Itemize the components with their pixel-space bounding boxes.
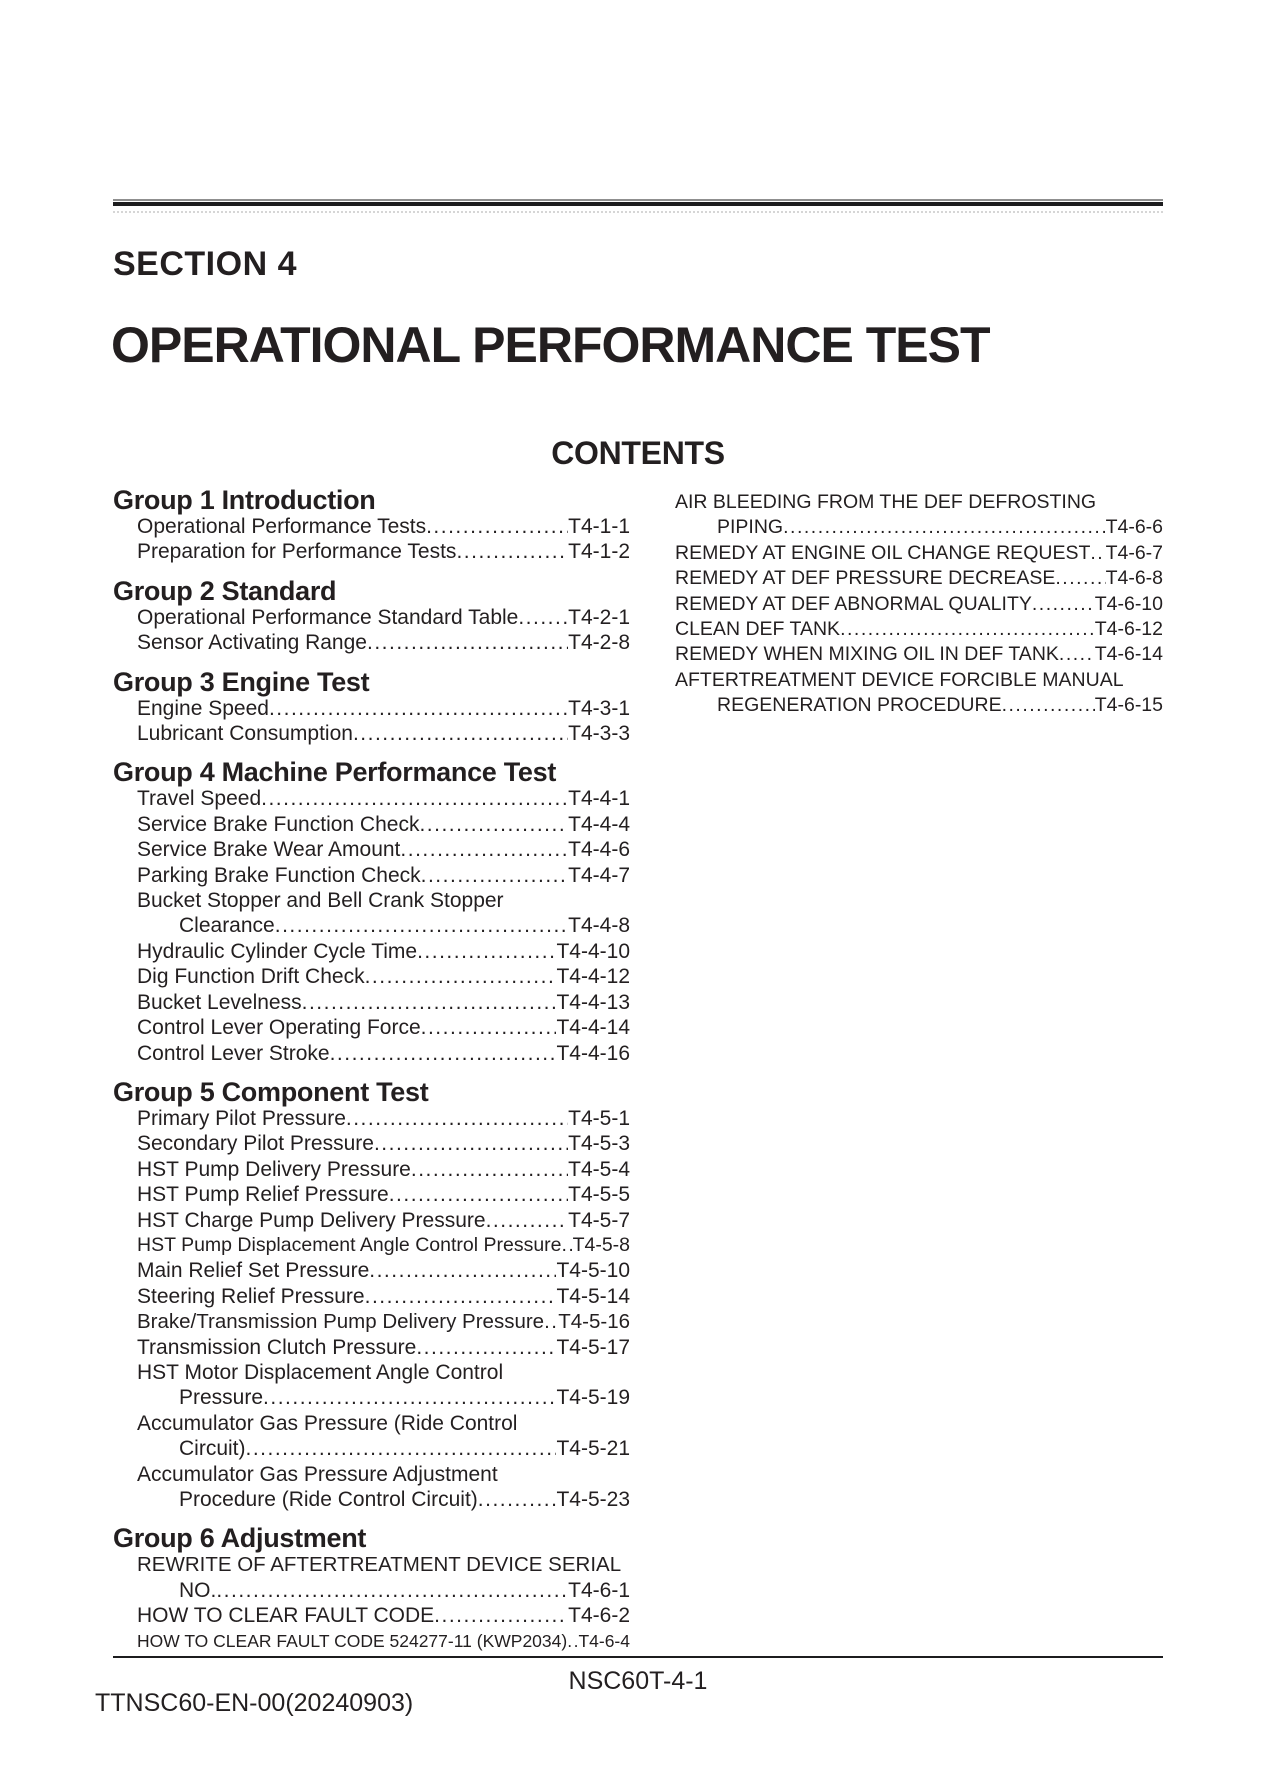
toc-entry-label: Travel Speed xyxy=(137,787,262,811)
toc-entry-label: Bucket Stopper and Bell Crank Stopper xyxy=(137,889,504,913)
dot-leader xyxy=(518,605,568,630)
toc-entry-line xyxy=(113,837,630,862)
toc-entry-line xyxy=(675,693,1163,718)
toc-entry-label: AFTERTREATMENT DEVICE FORCIBLE MANUAL xyxy=(675,668,1124,691)
toc-entry-line xyxy=(113,964,630,989)
toc-entry xyxy=(113,1258,630,1283)
contents-heading: CONTENTS xyxy=(551,435,725,471)
toc-group-entries xyxy=(113,1106,630,1513)
toc-entry-page: T4-3-1 xyxy=(568,696,630,720)
toc-group xyxy=(113,1524,630,1654)
toc-entry-label: Operational Performance Tests xyxy=(137,515,427,538)
toc-entry-label: HOW TO CLEAR FAULT CODE xyxy=(137,1604,435,1628)
toc-entry-page: T4-4-14 xyxy=(556,1016,630,1040)
toc-entry-line xyxy=(113,888,630,913)
toc-entry-label: REMEDY AT ENGINE OIL CHANGE REQUEST xyxy=(675,541,1091,564)
toc-entry-line xyxy=(113,1015,630,1040)
toc-entry-label: Secondary Pilot Pressure xyxy=(137,1132,374,1156)
toc-entry-line xyxy=(113,786,630,811)
toc-entry-label: Bucket Levelness xyxy=(137,990,302,1014)
dot-leader xyxy=(367,630,568,655)
toc-entry-page: T4-5-21 xyxy=(556,1437,630,1461)
toc-entry xyxy=(675,592,1163,617)
dot-leader xyxy=(275,913,568,938)
toc-group-entries xyxy=(113,696,630,747)
toc-entry xyxy=(113,1309,630,1334)
toc-entry-line xyxy=(113,812,630,837)
toc-entry-page: T4-6-6 xyxy=(1105,516,1163,539)
toc-entry-label: HST Pump Delivery Pressure xyxy=(137,1157,411,1181)
toc-entry-page: T4-6-2 xyxy=(568,1604,630,1628)
toc-entry-line xyxy=(113,1462,630,1487)
dot-leader xyxy=(421,1015,557,1040)
toc-entry-label: NO. xyxy=(179,1578,217,1602)
toc-group-entries xyxy=(113,786,630,1065)
toc-entry-page: T4-6-14 xyxy=(1094,643,1163,666)
toc-entry-page: T4-4-12 xyxy=(556,965,630,989)
dot-leader xyxy=(374,1131,568,1156)
toc-entry-label: Main Relief Set Pressure xyxy=(137,1259,370,1283)
toc-entry-label: HST Pump Displacement Angle Control Pressure xyxy=(137,1233,562,1256)
toc-group-entries xyxy=(113,605,630,656)
toc-entry-page: T4-5-17 xyxy=(556,1335,630,1359)
dot-leader xyxy=(365,964,557,989)
toc-entry-line xyxy=(113,1182,630,1207)
toc-entry xyxy=(113,1182,630,1207)
toc-entry-label: Hydraulic Cylinder Cycle Time xyxy=(137,939,418,963)
toc-entry-page: T4-5-7 xyxy=(568,1208,630,1232)
toc-entry xyxy=(113,1603,630,1628)
toc-entry-line xyxy=(113,630,630,655)
toc-entry-page: T4-2-1 xyxy=(568,605,630,629)
toc-entry-line xyxy=(113,605,630,630)
toc-entry xyxy=(113,1462,630,1513)
toc-entry-label: Pressure xyxy=(179,1386,264,1410)
toc-entry xyxy=(113,1552,630,1603)
toc-entry-page: T4-6-10 xyxy=(1094,592,1163,615)
toc-entry-line xyxy=(113,721,630,746)
toc-entry-line xyxy=(675,541,1163,566)
toc-entry-label: Steering Relief Pressure xyxy=(137,1284,365,1308)
dot-leader xyxy=(478,1487,557,1512)
toc-group xyxy=(113,486,630,565)
toc-entry-page: T4-4-6 xyxy=(568,838,630,862)
toc-left-column xyxy=(113,486,630,1654)
toc-entry-label: AIR BLEEDING FROM THE DEF DEFROSTING xyxy=(675,491,1097,513)
dot-leader xyxy=(421,863,569,888)
toc-entry-line xyxy=(113,1411,630,1436)
toc-entry-page: T4-5-8 xyxy=(572,1233,630,1256)
toc-entry xyxy=(113,1629,630,1654)
dot-leader xyxy=(783,515,1105,540)
toc-entry-page: T4-6-7 xyxy=(1105,541,1163,564)
toc-entry-line xyxy=(113,1157,630,1182)
toc-entry-line xyxy=(113,696,630,721)
dot-leader xyxy=(411,1157,568,1182)
dot-leader xyxy=(434,1603,568,1628)
toc-group-heading: Group 2 Standard xyxy=(113,575,337,606)
toc-entry-label: REWRITE OF AFTERTREATMENT DEVICE SERIAL xyxy=(137,1553,622,1577)
toc-entry-label: Transmission Clutch Pressure xyxy=(137,1335,417,1359)
toc-entry-page: T4-5-4 xyxy=(568,1157,630,1181)
toc-entry-line xyxy=(113,1552,630,1577)
toc-entry-line xyxy=(113,1603,630,1628)
dot-leader xyxy=(426,514,568,539)
toc-group-heading: Group 5 Component Test xyxy=(113,1076,429,1107)
toc-entry-label: Accumulator Gas Pressure Adjustment xyxy=(137,1462,498,1486)
toc-entry-label: REMEDY AT DEF PRESSURE DECREASE xyxy=(675,567,1056,590)
toc-entry-label: Parking Brake Function Check xyxy=(137,863,421,887)
toc-entry xyxy=(113,1284,630,1309)
toc-entry-page: T4-5-5 xyxy=(568,1183,630,1207)
toc-entry-line xyxy=(113,1208,630,1233)
dot-leader xyxy=(486,1208,569,1233)
toc-entry-line xyxy=(113,1233,630,1258)
toc-entry xyxy=(113,1157,630,1182)
toc-entry xyxy=(113,964,630,989)
toc-entry-line xyxy=(113,1335,630,1360)
toc-entry-line xyxy=(113,913,630,938)
toc-entry-page: T4-3-3 xyxy=(568,722,630,746)
toc-entry-label: HST Pump Relief Pressure xyxy=(137,1183,389,1207)
page-title: OPERATIONAL PERFORMANCE TEST xyxy=(111,317,990,373)
dot-leader xyxy=(1090,541,1105,566)
toc-group-entries xyxy=(113,514,630,565)
toc-entry-page: T4-6-1 xyxy=(568,1578,630,1602)
toc-entry xyxy=(113,1106,630,1131)
toc-entry xyxy=(113,1131,630,1156)
dot-leader xyxy=(544,1309,558,1334)
dot-leader xyxy=(216,1578,568,1603)
toc-entry xyxy=(675,668,1163,719)
dot-leader xyxy=(353,721,568,746)
toc-entry xyxy=(113,630,630,655)
toc-entry-page: T4-6-12 xyxy=(1094,618,1163,641)
toc-entry-page: T4-5-10 xyxy=(556,1259,630,1283)
dot-leader xyxy=(389,1182,568,1207)
toc-entry-label: Primary Pilot Pressure xyxy=(137,1106,346,1130)
dot-leader xyxy=(369,1258,556,1283)
toc-entry-page: T4-4-1 xyxy=(568,787,630,811)
toc-entry-label: Operational Performance Standard Table xyxy=(137,605,519,629)
toc-entry-label: REMEDY AT DEF ABNORMAL QUALITY xyxy=(675,592,1032,615)
toc-entry-label: Sensor Activating Range xyxy=(137,631,367,655)
toc-entry-line xyxy=(113,990,630,1015)
toc-entry-line xyxy=(675,566,1163,591)
dot-leader xyxy=(567,1629,578,1654)
toc-group-heading: Group 6 Adjustment xyxy=(113,1523,367,1554)
toc-entry-line xyxy=(113,863,630,888)
dot-leader xyxy=(1002,693,1095,718)
dot-leader xyxy=(1055,566,1105,591)
toc-entry xyxy=(113,1411,630,1462)
toc-entry-page: T4-6-15 xyxy=(1094,694,1163,717)
toc-entry-line xyxy=(113,1041,630,1066)
document-code: TTNSC60-EN-00(20240903) xyxy=(95,1689,414,1717)
toc-entry xyxy=(113,1233,630,1258)
dot-leader xyxy=(456,539,568,564)
page-number: NSC60T-4-1 xyxy=(568,1667,708,1695)
toc-entry xyxy=(675,642,1163,667)
toc-entry-line xyxy=(675,668,1163,693)
toc-entry-line xyxy=(675,592,1163,617)
toc-entry-label: HST Motor Displacement Angle Control xyxy=(137,1360,504,1384)
toc-entry-line xyxy=(113,939,630,964)
toc-entry-page: T4-4-16 xyxy=(556,1041,630,1065)
dot-leader xyxy=(261,786,568,811)
toc-entry-line xyxy=(113,1106,630,1131)
top-divider-thick-line xyxy=(113,202,1163,206)
toc-entry-line xyxy=(675,515,1163,540)
dot-leader xyxy=(330,1041,557,1066)
toc-entry xyxy=(113,888,630,939)
toc-entry-line xyxy=(113,539,630,564)
toc-entry xyxy=(113,837,630,862)
toc-entry xyxy=(113,1015,630,1040)
footer-divider xyxy=(113,1656,1163,1658)
toc-entry xyxy=(675,541,1163,566)
toc-entry-page: T4-4-4 xyxy=(568,812,630,836)
toc-entry xyxy=(113,1360,630,1411)
toc-entry xyxy=(113,514,630,539)
toc-entry xyxy=(113,1335,630,1360)
toc-entry-line xyxy=(675,642,1163,667)
toc-entry-page: T4-4-8 xyxy=(568,914,630,938)
dot-leader xyxy=(400,837,568,862)
toc-entry-label: Lubricant Consumption xyxy=(137,722,353,746)
toc-entry-line xyxy=(113,1578,630,1603)
toc-entry-line xyxy=(113,1487,630,1512)
toc-entry xyxy=(675,490,1163,541)
toc-entry-label: Brake/Transmission Pump Delivery Pressure xyxy=(137,1310,545,1334)
dot-leader xyxy=(365,1284,557,1309)
toc-entry-page: T4-5-3 xyxy=(568,1132,630,1156)
toc-group xyxy=(113,668,630,747)
section-label: SECTION 4 xyxy=(113,245,297,283)
toc-entry-label: Dig Function Drift Check xyxy=(137,965,365,989)
toc-entry-page: T4-5-19 xyxy=(556,1386,630,1410)
dot-leader xyxy=(346,1106,568,1131)
toc-entry-label: Service Brake Function Check xyxy=(137,812,420,836)
toc-entry-page: T4-5-23 xyxy=(556,1488,630,1511)
toc-entry-line xyxy=(113,1629,630,1654)
toc-entry-line xyxy=(113,1360,630,1385)
top-divider-thin-line xyxy=(113,199,1163,201)
toc-entry-page: T4-4-10 xyxy=(556,939,630,963)
toc-entry-label: Preparation for Performance Tests xyxy=(137,540,457,564)
top-divider xyxy=(113,199,1163,213)
toc-entry xyxy=(113,812,630,837)
toc-group-heading: Group 3 Engine Test xyxy=(113,666,370,697)
toc-entry xyxy=(113,990,630,1015)
toc-group xyxy=(113,1078,630,1513)
toc-entry-line xyxy=(113,1131,630,1156)
toc-entry-label: PIPING xyxy=(717,516,784,539)
toc-entry xyxy=(675,617,1163,642)
toc-entry xyxy=(675,566,1163,591)
toc-entry-line xyxy=(113,1284,630,1309)
toc-entry-line xyxy=(113,1436,630,1461)
dot-leader xyxy=(269,696,568,721)
toc-entry-line xyxy=(113,1385,630,1410)
toc-entry-page: T4-4-13 xyxy=(556,990,630,1014)
toc-right-column xyxy=(675,486,1163,719)
toc-group-entries xyxy=(113,1552,630,1654)
toc-entry-page: T4-4-7 xyxy=(568,863,630,887)
toc-entry-line xyxy=(113,1258,630,1283)
toc-entry-label: HOW TO CLEAR FAULT CODE 524277-11 (KWP2034) xyxy=(137,1630,568,1651)
dot-leader xyxy=(1059,642,1095,667)
toc-entry-page: T4-1-2 xyxy=(568,540,630,564)
toc-entry xyxy=(113,863,630,888)
toc-entry-line xyxy=(675,490,1163,515)
toc-entry-page: T4-1-1 xyxy=(568,515,630,538)
toc-entry xyxy=(113,786,630,811)
toc-entry xyxy=(113,1208,630,1233)
toc-entry-label: CLEAN DEF TANK xyxy=(675,618,841,641)
dot-leader xyxy=(562,1233,573,1258)
toc-entry-label: REMEDY WHEN MIXING OIL IN DEF TANK xyxy=(675,643,1059,666)
dot-leader xyxy=(263,1385,556,1410)
toc-entry-label: Engine Speed xyxy=(137,696,269,720)
toc-group-heading: Group 1 Introduction xyxy=(113,485,376,515)
dot-leader xyxy=(840,617,1095,642)
dot-leader xyxy=(419,812,568,837)
toc-entry xyxy=(113,696,630,721)
dot-leader xyxy=(417,939,556,964)
toc-entry-page: T4-2-8 xyxy=(568,631,630,655)
toc-entry-line xyxy=(675,617,1163,642)
dot-leader xyxy=(302,990,557,1015)
toc-entry-page: T4-5-16 xyxy=(558,1310,630,1334)
toc-group xyxy=(113,577,630,656)
toc-entry-label: REGENERATION PROCEDURE xyxy=(717,694,1002,717)
dot-leader xyxy=(416,1335,556,1360)
top-divider-dotted-line xyxy=(113,211,1163,213)
toc-group-heading: Group 4 Machine Performance Test xyxy=(113,757,557,788)
toc-entry-label: Control Lever Stroke xyxy=(137,1041,330,1065)
dot-leader xyxy=(1032,592,1095,617)
toc-entry-label: HST Charge Pump Delivery Pressure xyxy=(137,1208,486,1232)
toc-entry-page: T4-5-1 xyxy=(568,1106,630,1130)
table-of-contents xyxy=(113,486,1163,1654)
toc-group xyxy=(113,758,630,1065)
toc-entry-label: Clearance xyxy=(179,914,275,938)
toc-entry-label: Accumulator Gas Pressure (Ride Control xyxy=(137,1411,518,1435)
toc-entry xyxy=(113,721,630,746)
toc-entry-page: T4-6-4 xyxy=(578,1630,630,1651)
toc-entry-label: Procedure (Ride Control Circuit) xyxy=(179,1488,478,1511)
toc-entry-line xyxy=(113,1309,630,1334)
toc-entry-label: Service Brake Wear Amount xyxy=(137,838,401,862)
toc-entry-label: Circuit) xyxy=(179,1437,246,1461)
toc-entry-page: T4-6-8 xyxy=(1105,567,1163,590)
toc-entry-page: T4-5-14 xyxy=(556,1284,630,1308)
toc-entry xyxy=(113,1041,630,1066)
toc-entry xyxy=(113,539,630,564)
toc-entry xyxy=(113,939,630,964)
dot-leader xyxy=(246,1436,557,1461)
toc-entry-line xyxy=(113,514,630,539)
toc-entry xyxy=(113,605,630,630)
toc-entry-label: Control Lever Operating Force xyxy=(137,1016,421,1040)
